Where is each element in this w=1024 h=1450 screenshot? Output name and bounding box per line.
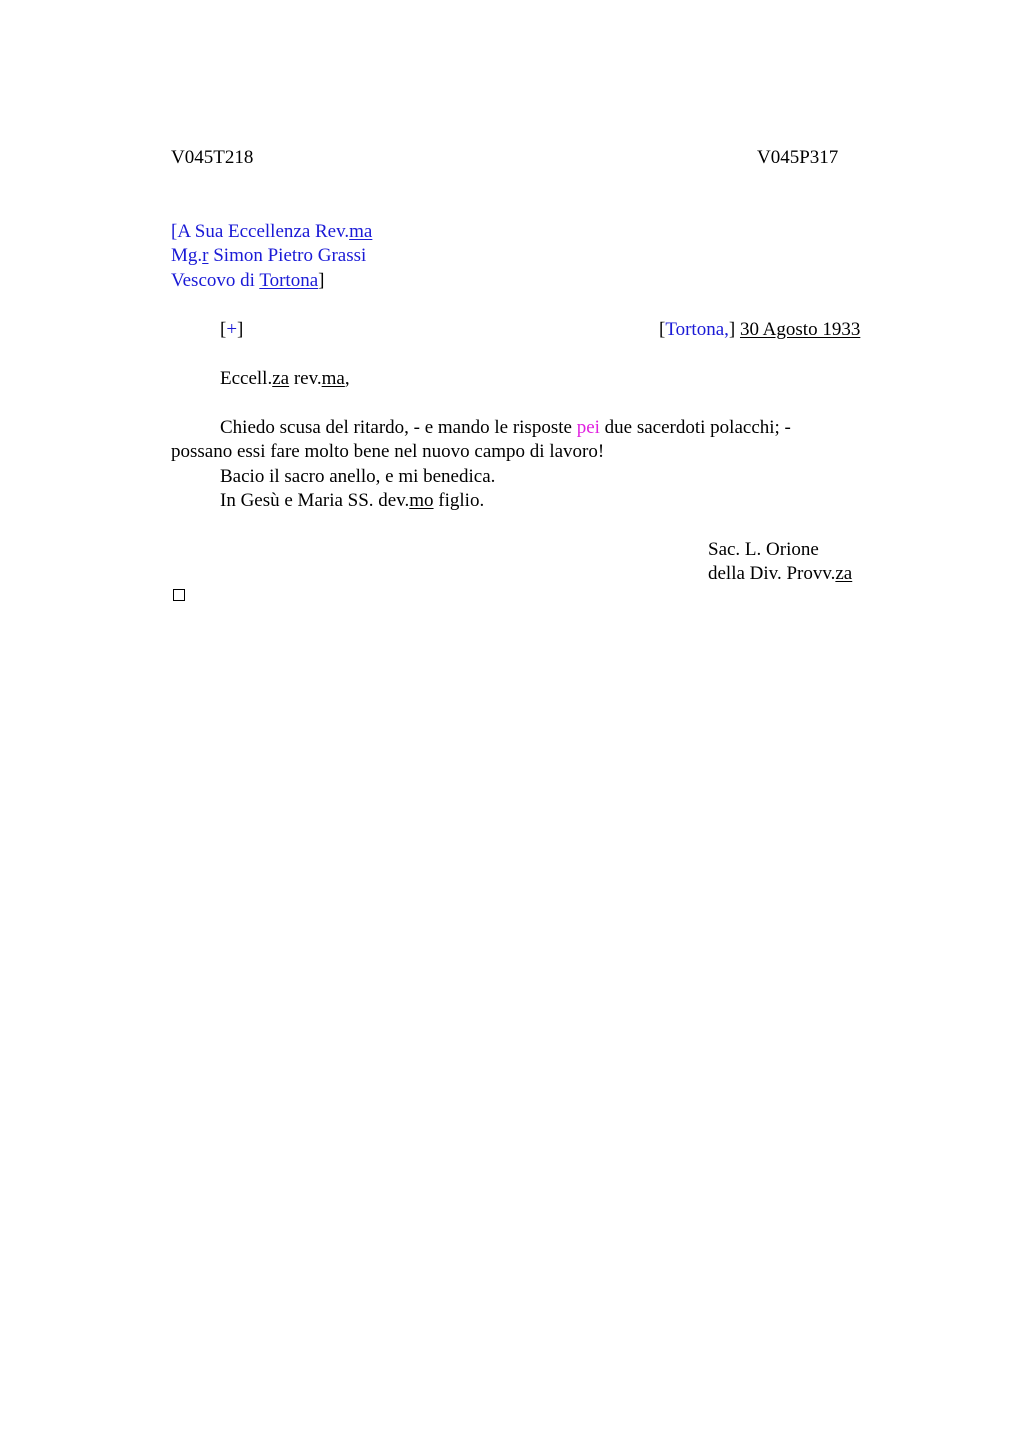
- cross-mark: [220, 318, 243, 342]
- address-name-prefix: Mg.: [171, 245, 203, 266]
- address-close-bracket: ]: [318, 270, 325, 291]
- address-line-2: [171, 244, 366, 268]
- dateline-open-bracket: [: [659, 319, 666, 340]
- address-name: Simon Pietro Grassi: [208, 245, 367, 266]
- body-text: Chiedo scusa del ritardo, - e mando le risposte: [220, 417, 577, 438]
- salutation-abbrev-2: ma: [321, 368, 345, 389]
- salutation-abbrev-1: za: [272, 368, 290, 389]
- dateline: [659, 318, 860, 342]
- body-paragraph-1-line-1: [220, 416, 791, 440]
- body-text: due sacerdoti polacchi; -: [599, 417, 791, 438]
- body-abbrev: mo: [409, 490, 434, 511]
- body-highlight: pei: [576, 417, 600, 438]
- signature-line-2: [708, 562, 852, 586]
- body-paragraph-3: [220, 489, 484, 513]
- body-text: In Gesù e Maria SS. dev.: [220, 490, 410, 511]
- signature-abbrev: za: [835, 563, 853, 584]
- address-line-3: [171, 269, 324, 293]
- address-line-1: [171, 220, 372, 244]
- body-paragraph-2: Bacio il sacro anello, e mi benedica.: [220, 466, 496, 487]
- dateline-close-bracket: ]: [728, 319, 736, 340]
- checkbox-square-icon: [173, 589, 185, 601]
- salutation-part-2: rev.: [289, 368, 322, 389]
- address-office: Vescovo di: [171, 270, 260, 291]
- dateline-date: 30 Agosto 1933: [739, 319, 861, 340]
- cross-open-bracket: [: [220, 319, 227, 340]
- body-text: figlio.: [433, 490, 485, 511]
- cross-icon: +: [226, 319, 238, 340]
- salutation-part-1: Eccell.: [220, 368, 273, 389]
- address-name-abbrev: r: [202, 245, 209, 266]
- document-code-left: V045T218: [171, 147, 254, 168]
- body-paragraph-1-line-2: possano essi fare molto bene nel nuovo campo di lavoro!: [171, 441, 605, 462]
- address-title: [A Sua Eccellenza Rev.: [171, 221, 350, 242]
- document-code-right: V045P317: [757, 147, 839, 168]
- salutation-part-3: ,: [344, 368, 350, 389]
- dateline-place: Tortona,: [665, 319, 729, 340]
- address-place: Tortona: [259, 270, 319, 291]
- signature-text: della Div. Provv.: [708, 563, 836, 584]
- signature-line-1: Sac. L. Orione: [708, 539, 819, 560]
- address-title-abbrev: ma: [349, 221, 373, 242]
- cross-close-bracket: ]: [237, 319, 244, 340]
- salutation: [220, 367, 350, 391]
